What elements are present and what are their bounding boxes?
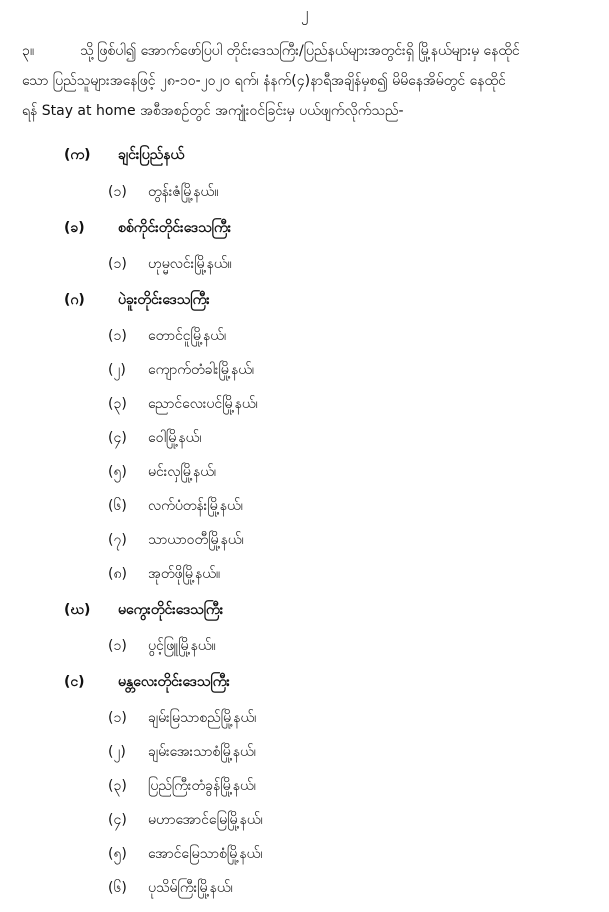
list-item — [108, 878, 233, 899]
item-text: ပွင့်ဖြူမြို့နယ်။ — [148, 638, 216, 654]
list-item — [108, 636, 216, 657]
section-label: (က) — [64, 147, 91, 163]
item-text: ဟုမ္မလင်းမြို့နယ်။ — [148, 256, 232, 272]
list-item — [108, 254, 232, 275]
item-text: မဟာအောင်မြေမြို့နယ်၊ — [148, 812, 263, 828]
list-item — [108, 462, 216, 483]
paragraph-number: ၃။ — [22, 43, 35, 59]
list-item — [108, 182, 218, 203]
list-item — [108, 564, 220, 585]
list-item — [108, 394, 258, 415]
section-label: (င) — [64, 674, 85, 690]
item-label: (၄) — [108, 812, 127, 828]
section-title: ပဲခူးတိုင်းဒေသကြီး — [118, 292, 210, 308]
list-item — [108, 810, 263, 831]
list-item — [108, 530, 244, 551]
item-label: (၅) — [108, 846, 127, 862]
item-text: ပုသိမ်ကြီးမြို့နယ်၊ — [148, 880, 233, 896]
item-text: ညောင်လေးပင်မြို့နယ်၊ — [148, 396, 258, 412]
list-item — [108, 844, 262, 865]
page-number: ၂ — [300, 4, 309, 22]
item-text: ချမ်းမြသာစည်မြို့နယ်၊ — [148, 710, 257, 726]
item-label: (၁) — [108, 638, 127, 654]
item-text: ကျောက်တံခါးမြို့နယ်၊ — [148, 362, 255, 378]
section-heading — [64, 672, 230, 693]
item-label: (၃) — [108, 396, 127, 412]
item-text: လက်ပံတန်းမြို့နယ်၊ — [148, 498, 243, 514]
section-heading — [64, 145, 184, 166]
item-label: (၇) — [108, 532, 127, 548]
item-label: (၆) — [108, 880, 127, 896]
list-item — [108, 326, 226, 347]
item-text: အောင်မြေသာစံမြို့နယ်၊ — [148, 846, 263, 862]
item-text: ချမ်းအေးသာစံမြို့နယ်၊ — [148, 744, 256, 760]
item-label: (၄) — [108, 430, 127, 446]
section-label: (ဂ) — [64, 292, 85, 308]
list-item — [108, 776, 256, 797]
section-title: ချင်းပြည်နယ် — [118, 147, 185, 163]
list-item — [108, 742, 256, 763]
item-text: ပြည်ကြီးတံခွန်မြို့နယ်၊ — [148, 778, 256, 794]
list-item — [108, 360, 254, 381]
section-title: မန္တလေးတိုင်းဒေသကြီး — [118, 674, 230, 690]
list-item — [108, 708, 256, 729]
item-label: (၂) — [108, 362, 126, 378]
paragraph-line: သော ပြည်သူများအနေဖြင့် ၂၈-၁၀-၂၀၂၀ ရက်၊ နံနက်(၄)နာရီအချိန်မှစ၍ မိမိနေအိမ်တွင် နေထိုင် — [22, 73, 506, 89]
section-heading — [64, 218, 231, 239]
item-label: (၁) — [108, 256, 127, 272]
item-label: (၆) — [108, 498, 127, 514]
section-title: စစ်ကိုင်းတိုင်းဒေသကြီး — [118, 220, 232, 236]
item-label: (၂) — [108, 744, 126, 760]
list-item — [108, 428, 201, 449]
item-label: (၁) — [108, 184, 127, 200]
item-label: (၁) — [108, 710, 127, 726]
item-text: တွန်းဇံမြို့နယ်။ — [148, 184, 219, 200]
paragraph-line: ရန် Stay at home အစီအစဉ်တွင် အကျုံးဝင်ခြင်းမှ ပယ်ဖျက်လိုက်သည်- — [22, 103, 404, 119]
item-label: (၈) — [108, 566, 127, 582]
item-text: မင်းလှမြို့နယ်၊ — [148, 464, 217, 480]
list-item — [108, 496, 243, 517]
section-heading — [64, 290, 210, 311]
item-label: (၃) — [108, 778, 127, 794]
paragraph-line: သို့ဖြစ်ပါ၍ အောက်ဖော်ပြပါ တိုင်းဒေသကြီး/ပြည်နယ်များအတွင်းရှိ မြို့နယ်များမှ နေထိုင် — [80, 43, 520, 59]
item-label: (၅) — [108, 464, 127, 480]
item-label: (၁) — [108, 328, 127, 344]
section-heading — [64, 600, 223, 621]
section-label: (ဃ) — [64, 602, 91, 618]
item-text: ဝေါမြို့နယ်၊ — [148, 430, 202, 446]
item-text: သာယာဝတီမြို့နယ်၊ — [148, 532, 244, 548]
section-label: (ခ) — [64, 220, 85, 236]
item-text: အုတ်ဖိုမြို့နယ်။ — [148, 566, 221, 582]
section-title: မကွေးတိုင်းဒေသကြီး — [118, 602, 224, 618]
item-text: တောင်ငူမြို့နယ်၊ — [148, 328, 227, 344]
